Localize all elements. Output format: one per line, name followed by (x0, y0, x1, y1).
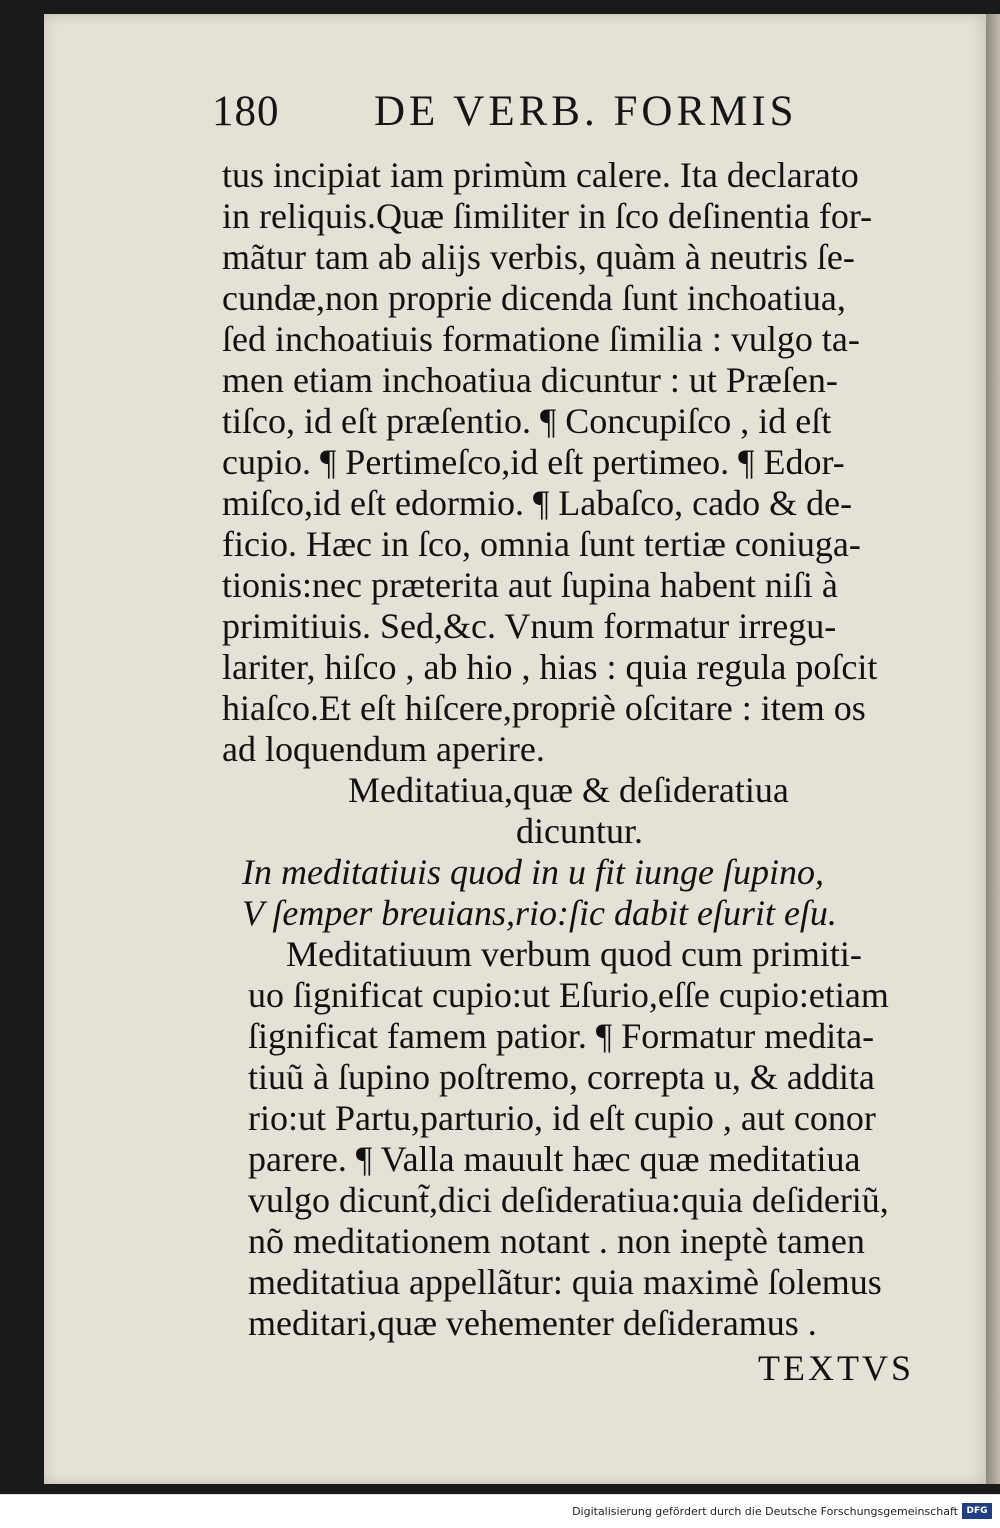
text-line: primitiuis. Sed,&c. Vnum formatur irregu- (222, 606, 837, 646)
text-line: mãtur tam ab alijs verbis, quàm à neutris ſe- (222, 237, 855, 277)
text-line: ſignificat famem patior. ¶ Formatur medita- (248, 1016, 875, 1056)
text-line: nõ meditationem notant . non ineptè tamen (248, 1221, 865, 1261)
text-line: men etiam inchoatiua dicuntur : ut Præſen- (222, 360, 838, 400)
text-line: cundæ,non proprie dicenda ſunt inchoatiua, (222, 278, 846, 318)
catchword: TEXTVS (758, 1348, 914, 1388)
text-line: vulgo dicunt̃,dici deſideratiua:quia deſideriũ, (248, 1180, 889, 1220)
verse-line: V ſemper breuians,rio:ſic dabit eſurit eſu. (242, 893, 837, 933)
text-line: Meditatiuum verbum quod cum primiti- (286, 934, 862, 974)
text-line: tiſco, id eſt præſentio. ¶ Concupiſco , id eſt (222, 401, 832, 441)
text-line: tiuũ à ſupino poſtremo, correpta u, & addita (248, 1057, 875, 1097)
text-line: meditari,quæ vehementer deſideramus . (248, 1303, 817, 1343)
page-header (212, 86, 852, 138)
text-line: ficio. Hæc in ſco, omnia ſunt tertiæ coniuga- (222, 524, 861, 564)
page-edge (986, 14, 1000, 1484)
text-line: in reliquis.Quæ ſimiliter in ſco deſinentia for- (222, 196, 873, 236)
text-line: lariter, hiſco , ab hio , hias : quia regula poſcit (222, 647, 878, 687)
text-line: hiaſco.Et eſt hiſcere,propriè oſcitare : item os (222, 688, 866, 728)
text-line: parere. ¶ Valla mauult hæc quæ meditatiua (248, 1139, 861, 1179)
text-line: ad loquendum aperire. (222, 729, 545, 769)
text-line: ſed inchoatiuis formatione ſimilia : vulgo ta- (222, 319, 860, 359)
text-line: tus incipiat iam primùm calere. Ita declarato (222, 155, 859, 195)
text-line: meditatiua appellãtur: quia maximè ſolemus (248, 1262, 882, 1302)
text-line: cupio. ¶ Pertimeſco,id eſt pertimeo. ¶ Edor- (222, 442, 845, 482)
section-heading: dicuntur. (516, 811, 643, 851)
text-line: rio:ut Partu,parturio, id eſt cupio , aut conor (248, 1098, 876, 1138)
text-line: uo ſignificat cupio:ut Eſurio,eſſe cupio:etiam (248, 975, 889, 1015)
verse-line: In meditatiuis quod in u fit iunge ſupino, (242, 852, 824, 892)
section-heading: Meditatiua,quæ & deſideratiua (348, 770, 789, 810)
funding-credit: Digitalisierung gefördert durch die Deutsche Forschungsgemeinschaft (572, 1505, 958, 1518)
digitization-footer (0, 1494, 1000, 1528)
text-line: miſco,id eſt edormio. ¶ Labaſco, cado & de- (222, 483, 853, 523)
text-line: tionis:nec præterita aut ſupina habent niſi à (222, 565, 838, 605)
running-title: DE VERB. FORMIS (374, 88, 798, 135)
page-number: 180 (212, 88, 280, 135)
dfg-logo: DFG (962, 1503, 992, 1519)
